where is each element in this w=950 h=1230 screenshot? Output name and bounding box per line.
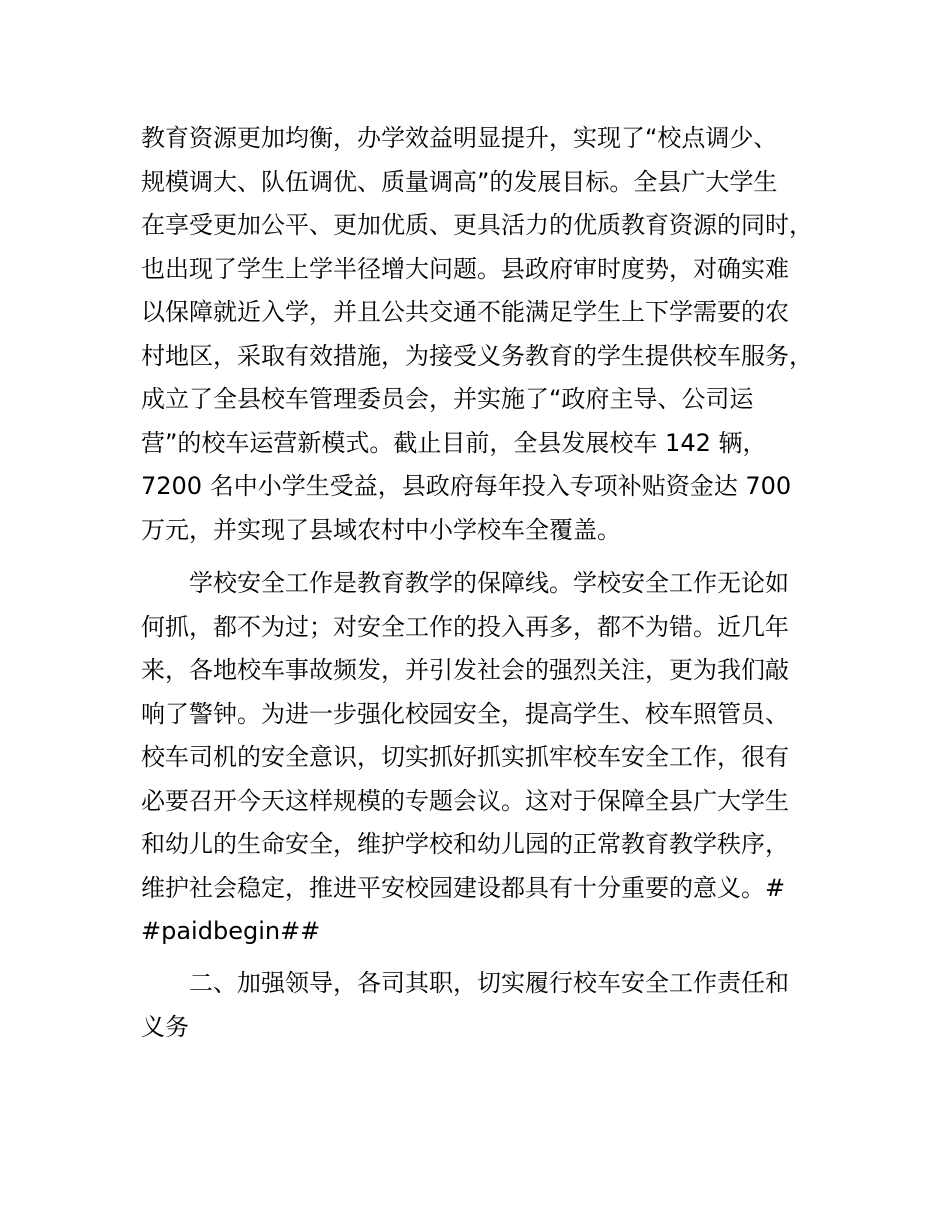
text-line: 来，各地校车事故频发，并引发社会的强烈关注，更为我们敲 — [141, 656, 789, 684]
text-line: 二、加强领导，各司其职，切实履行校车安全工作责任和 — [189, 969, 789, 997]
text-line: 必要召开今天这样规模的专题会议。这对于保障全县广大学生 — [141, 786, 789, 815]
text-line: #paidbegin## — [141, 917, 321, 945]
text-line: 和幼儿的生命安全，维护学校和幼儿园的正常教育教学秩序， — [141, 830, 789, 858]
text-line: 义务 — [141, 1012, 189, 1041]
text-line: 响了警钟。为进一步强化校园安全，提高学生、校车照管员、 — [141, 699, 789, 728]
text-line: 校车司机的安全意识，切实抓好抓实抓牢校车安全工作，很有 — [141, 743, 789, 771]
text-line: 规模调大、队伍调优、质量调高”的发展目标。全县广大学生 — [141, 167, 778, 196]
text-line: 在享受更加公平、更加优质、更具活力的优质教育资源的同时， — [141, 211, 813, 239]
text-line: 何抓，都不为过；对安全工作的投入再多，都不为错。近几年 — [141, 612, 789, 641]
text-line: 也出现了学生上学半径增大问题。县政府审时度势，对确实难 — [141, 254, 789, 283]
text-line: 教育资源更加均衡，办学效益明显提升，实现了“校点调少、 — [141, 124, 778, 152]
text-line: 村地区，采取有效措施，为接受义务教育的学生提供校车服务， — [141, 341, 813, 370]
text-line: 维护社会稳定，推进平安校园建设都具有十分重要的意义。# — [141, 873, 786, 902]
text-line: 成立了全县校车管理委员会，并实施了“政府主导、公司运 — [141, 385, 754, 413]
section-heading-strengthen-leadership — [141, 962, 841, 1049]
text-line: 营”的校车运营新模式。截止目前，全县发展校车 142 辆， — [141, 428, 767, 457]
text-line: 学校安全工作是教育教学的保障线。学校安全工作无论如 — [189, 569, 789, 597]
paragraph-school-safety — [141, 562, 841, 954]
text-line: 以保障就近入学，并且公共交通不能满足学生上下学需要的农 — [141, 298, 789, 326]
text-line: 7200 名中小学生受益，县政府每年投入专项补贴资金达 700 — [141, 472, 792, 500]
paragraph-education-resources — [141, 117, 841, 552]
text-line: 万元，并实现了县域农村中小学校车全覆盖。 — [141, 515, 621, 544]
